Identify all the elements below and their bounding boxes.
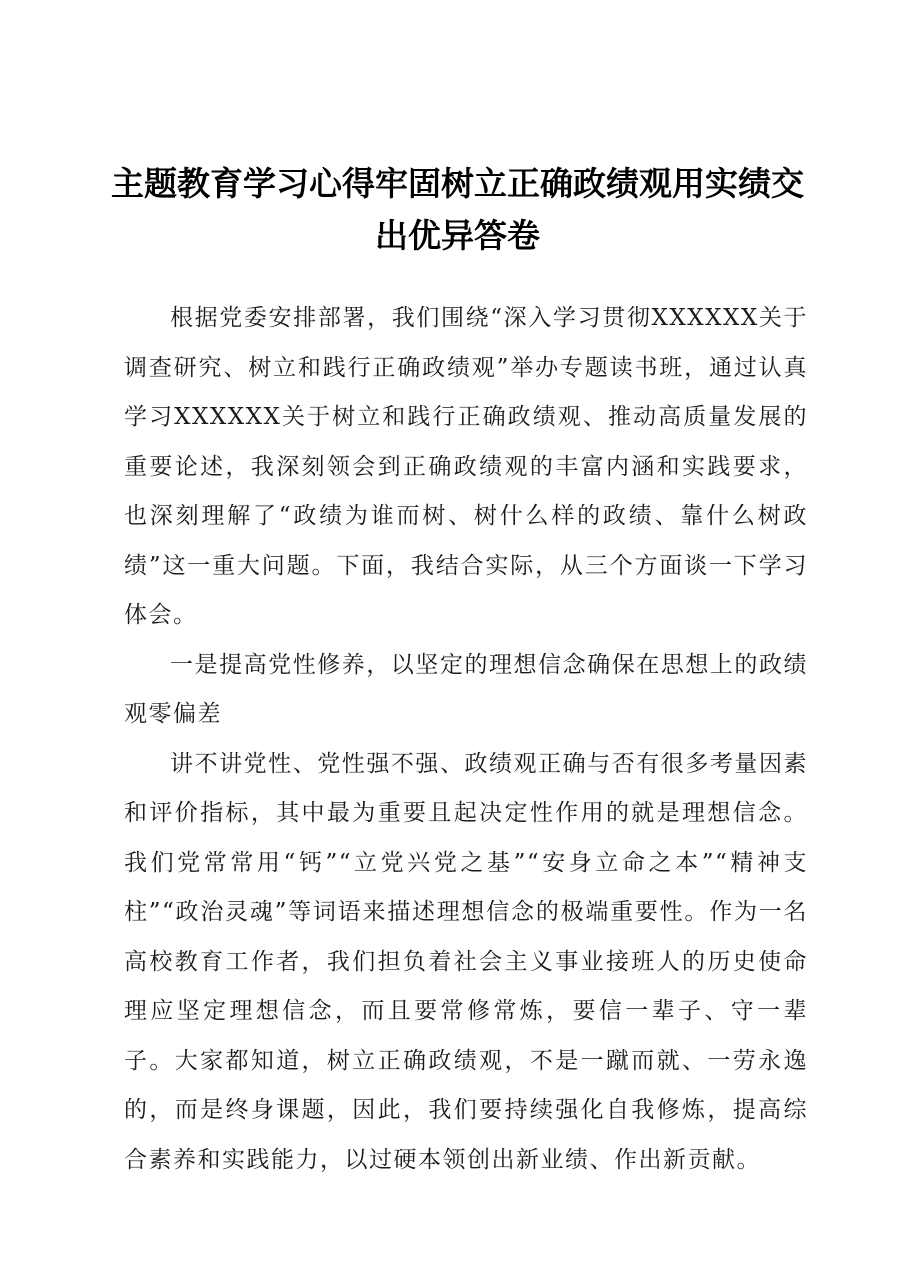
document-title: 主题教育学习心得牢固树立正确政绩观用实绩交出优异答卷	[111, 164, 804, 255]
document-body	[124, 294, 808, 1185]
section-heading-one: 一是提高党性修养，以坚定的理想信念确保在思想上的政绩观零偏差	[124, 651, 808, 727]
paragraph-intro: 根据党委安排部署，我们围绕“深入学习贯彻XXXXXX关于调查研究、树立和践行正确政绩观”举办专题读书班，通过认真学习XXXXXX关于树立和践行正确政绩观、推动高质量发展的重要论述，我深刻领会到正确政绩观的丰富内涵和实践要求，也深刻理解了“政绩为谁而树、树什么样的政绩、靠什么树政绩”这一重大问题。下面，我结合实际，从三个方面谈一下学习体会。	[124, 305, 808, 628]
paragraph-section-one: 讲不讲党性、党性强不强、政绩观正确与否有很多考量因素和评价指标，其中最为重要且起决定性作用的就是理想信念。我们党常常用“钙”“立党兴党之基”“安身立命之本”“精神支柱”“政治灵魂”等词语来描述理想信念的极端重要性。作为一名高校教育工作者，我们担负着社会主义事业接班人的历史使命理应坚定理想信念，而且要常修常炼，要信一辈子、守一辈子。大家都知道，树立正确政绩观，不是一蹴而就、一劳永逸的，而是终身课题，因此，我们要持续强化自我修炼，提高综合素养和实践能力，以过硬本领创出新业绩、作出新贡献。	[124, 750, 808, 1173]
